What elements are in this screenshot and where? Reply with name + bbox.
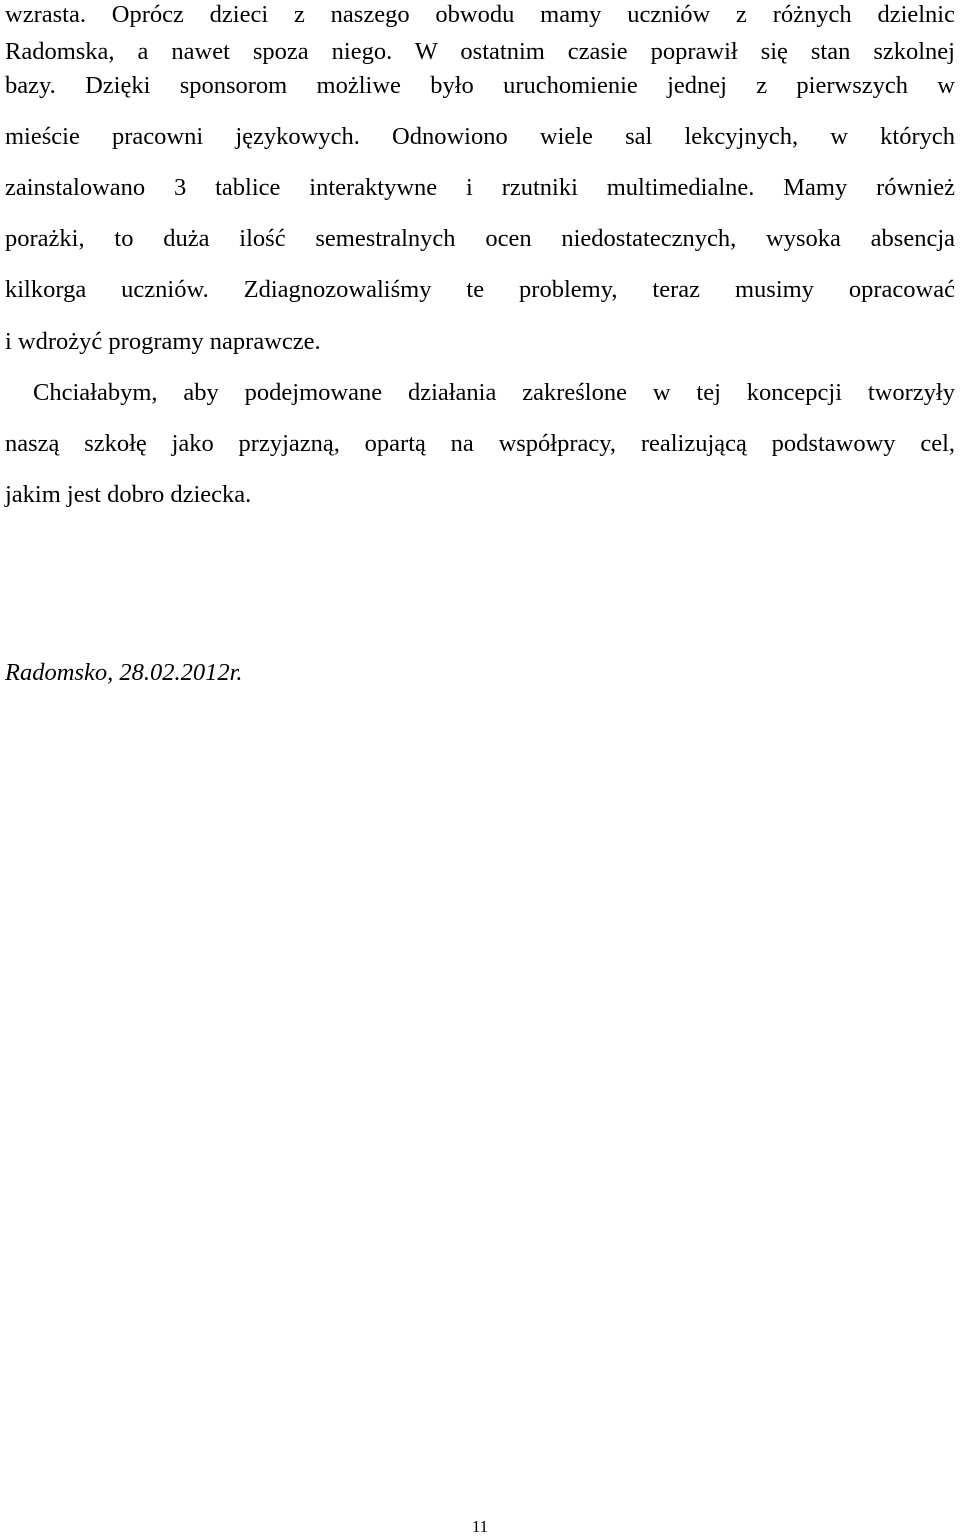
paragraph-1-line-3: bazy. Dzięki sponsorom możliwe było uruchomienie jednej z pierwszych w	[5, 72, 955, 99]
paragraph-1-line-2: Radomska, a nawet spoza niego. W ostatnim czasie poprawił się stan szkolnej	[5, 38, 955, 65]
place-date-signature: Radomsko, 28.02.2012r.	[5, 659, 243, 686]
paragraph-1-line-8: i wdrożyć programy naprawcze.	[5, 328, 321, 355]
paragraph-1-line-1: wzrasta. Oprócz dzieci z naszego obwodu mamy uczniów z różnych dzielnic	[5, 1, 955, 28]
paragraph-2-line-1: Chciałabym, aby podejmowane działania zakreślone w tej koncepcji tworzyły	[33, 379, 955, 406]
paragraph-2-line-3: jakim jest dobro dziecka.	[5, 481, 252, 508]
page-number: 11	[471, 1517, 489, 1536]
paragraph-1-line-7: kilkorga uczniów. Zdiagnozowaliśmy te problemy, teraz musimy opracować	[5, 276, 955, 303]
paragraph-1-line-5: zainstalowano 3 tablice interaktywne i rzutniki multimedialne. Mamy również	[5, 174, 955, 201]
paragraph-1-line-4: mieście pracowni językowych. Odnowiono wiele sal lekcyjnych, w których	[5, 123, 955, 150]
paragraph-1-line-6: porażki, to duża ilość semestralnych ocen niedostatecznych, wysoka absencja	[5, 225, 955, 252]
paragraph-2-line-2: naszą szkołę jako przyjazną, opartą na współpracy, realizującą podstawowy cel,	[5, 430, 955, 457]
